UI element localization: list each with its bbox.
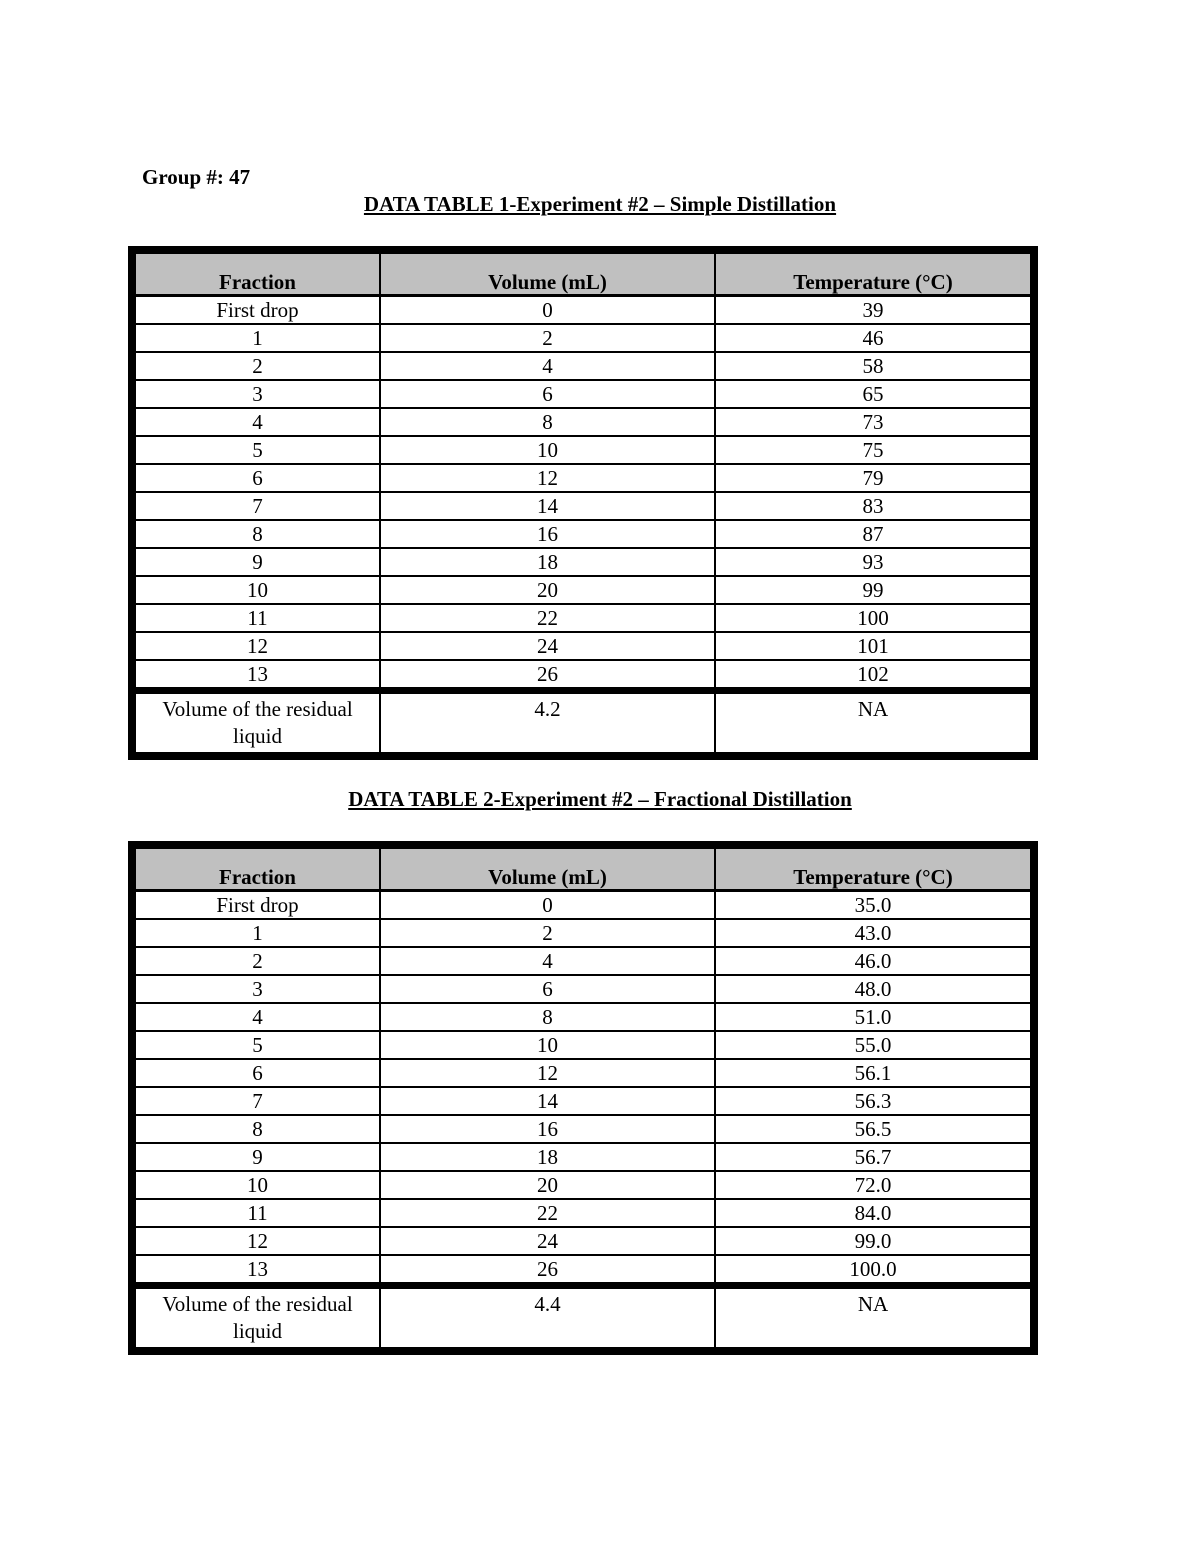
table-header-row [136,849,1030,891]
cell-temperature: 99.0 [715,1227,1030,1255]
cell-volume: 20 [380,1171,715,1199]
cell-fraction: 2 [136,352,380,380]
table-row [136,352,1030,380]
cell-temperature: 56.3 [715,1087,1030,1115]
cell-fraction: 3 [136,380,380,408]
table-row [136,1059,1030,1087]
header-volume: Volume (mL) [380,254,715,296]
cell-temperature: 58 [715,352,1030,380]
cell-volume: 24 [380,632,715,660]
table-row [136,492,1030,520]
cell-fraction: 7 [136,492,380,520]
cell-fraction: 6 [136,1059,380,1087]
table-row [136,520,1030,548]
header-volume: Volume (mL) [380,849,715,891]
cell-fraction: First drop [136,296,380,325]
cell-volume: 24 [380,1227,715,1255]
table-row [136,1087,1030,1115]
cell-temperature: 39 [715,296,1030,325]
cell-temperature: 55.0 [715,1031,1030,1059]
table-row [136,891,1030,920]
cell-temperature: 100.0 [715,1255,1030,1286]
table1 [136,254,1030,752]
cell-temperature: 72.0 [715,1171,1030,1199]
cell-volume: 14 [380,1087,715,1115]
cell-fraction: 12 [136,632,380,660]
residual-row [136,1286,1030,1348]
cell-volume: 18 [380,548,715,576]
cell-temperature: 56.5 [715,1115,1030,1143]
cell-fraction: 12 [136,1227,380,1255]
residual-temperature: NA [857,1292,889,1316]
cell-volume: 10 [380,436,715,464]
cell-fraction: 10 [136,1171,380,1199]
table-row [136,324,1030,352]
table-row [136,632,1030,660]
cell-fraction: 9 [136,1143,380,1171]
cell-volume: 20 [380,576,715,604]
table-row [136,408,1030,436]
cell-volume: 8 [380,408,715,436]
cell-volume: 26 [380,1255,715,1286]
residual-label: Volume of the residual liquid [136,1286,380,1348]
cell-volume: 16 [380,1115,715,1143]
cell-temperature: 46 [715,324,1030,352]
cell-volume: 26 [380,660,715,691]
cell-volume: 10 [380,1031,715,1059]
table-row [136,947,1030,975]
cell-volume: 12 [380,1059,715,1087]
cell-fraction: 13 [136,1255,380,1286]
cell-temperature: 35.0 [715,891,1030,920]
cell-volume: 8 [380,1003,715,1031]
table2-frame [128,841,1038,1355]
header-temperature: Temperature (°C) [715,849,1030,891]
cell-temperature: 87 [715,520,1030,548]
cell-temperature: 51.0 [715,1003,1030,1031]
table-row [136,436,1030,464]
cell-temperature: 43.0 [715,919,1030,947]
table-row [136,1031,1030,1059]
residual-row [136,691,1030,753]
cell-fraction: 11 [136,1199,380,1227]
cell-fraction: 10 [136,576,380,604]
cell-volume: 2 [380,324,715,352]
cell-fraction: 8 [136,1115,380,1143]
cell-fraction: 9 [136,548,380,576]
header-temperature: Temperature (°C) [715,254,1030,296]
cell-volume: 6 [380,975,715,1003]
group-label: Group #: [142,165,224,189]
cell-fraction: 13 [136,660,380,691]
cell-temperature: 46.0 [715,947,1030,975]
table-row [136,464,1030,492]
cell-volume: 4 [380,352,715,380]
header-fraction: Fraction [136,254,380,296]
cell-volume: 16 [380,520,715,548]
cell-volume: 2 [380,919,715,947]
cell-volume: 0 [380,891,715,920]
cell-temperature: 101 [715,632,1030,660]
residual-temperature: NA [857,697,889,721]
table-row [136,660,1030,691]
cell-temperature: 100 [715,604,1030,632]
cell-fraction: 7 [136,1087,380,1115]
cell-volume: 12 [380,464,715,492]
cell-volume: 0 [380,296,715,325]
table-row [136,1227,1030,1255]
table-row [136,548,1030,576]
cell-fraction: 11 [136,604,380,632]
header-fraction: Fraction [136,849,380,891]
cell-temperature: 65 [715,380,1030,408]
table-row [136,1171,1030,1199]
cell-fraction: 1 [136,919,380,947]
cell-volume: 18 [380,1143,715,1171]
table-row [136,296,1030,325]
cell-fraction: 6 [136,464,380,492]
cell-temperature: 56.1 [715,1059,1030,1087]
cell-temperature: 73 [715,408,1030,436]
table-row [136,1003,1030,1031]
cell-fraction: 4 [136,1003,380,1031]
cell-temperature: 84.0 [715,1199,1030,1227]
cell-temperature: 93 [715,548,1030,576]
table2 [136,849,1030,1347]
residual-label: Volume of the residual liquid [136,691,380,753]
cell-volume: 22 [380,1199,715,1227]
cell-volume: 14 [380,492,715,520]
table-row [136,919,1030,947]
cell-temperature: 48.0 [715,975,1030,1003]
cell-fraction: 2 [136,947,380,975]
cell-volume: 22 [380,604,715,632]
table-row [136,576,1030,604]
cell-fraction: 8 [136,520,380,548]
cell-temperature: 56.7 [715,1143,1030,1171]
cell-fraction: 5 [136,436,380,464]
table1-frame [128,246,1038,760]
cell-fraction: 1 [136,324,380,352]
cell-temperature: 99 [715,576,1030,604]
cell-fraction: 4 [136,408,380,436]
cell-temperature: 102 [715,660,1030,691]
cell-volume: 4 [380,947,715,975]
cell-fraction: 5 [136,1031,380,1059]
residual-volume: 4.4 [380,1286,715,1348]
cell-temperature: 79 [715,464,1030,492]
cell-volume: 6 [380,380,715,408]
table-row [136,380,1030,408]
table-row [136,1255,1030,1286]
table-row [136,975,1030,1003]
table-row [136,1115,1030,1143]
residual-volume: 4.2 [380,691,715,753]
cell-temperature: 83 [715,492,1030,520]
cell-temperature: 75 [715,436,1030,464]
table-row [136,1143,1030,1171]
table1-title: DATA TABLE 1-Experiment #2 – Simple Distillation [363,192,837,216]
group-number-line [142,165,250,190]
cell-fraction: First drop [136,891,380,920]
cell-fraction: 3 [136,975,380,1003]
table2-title: DATA TABLE 2-Experiment #2 – Fractional Distillation [348,787,852,811]
table-row [136,1199,1030,1227]
group-number: 47 [229,165,251,189]
table-row [136,604,1030,632]
table-header-row [136,254,1030,296]
